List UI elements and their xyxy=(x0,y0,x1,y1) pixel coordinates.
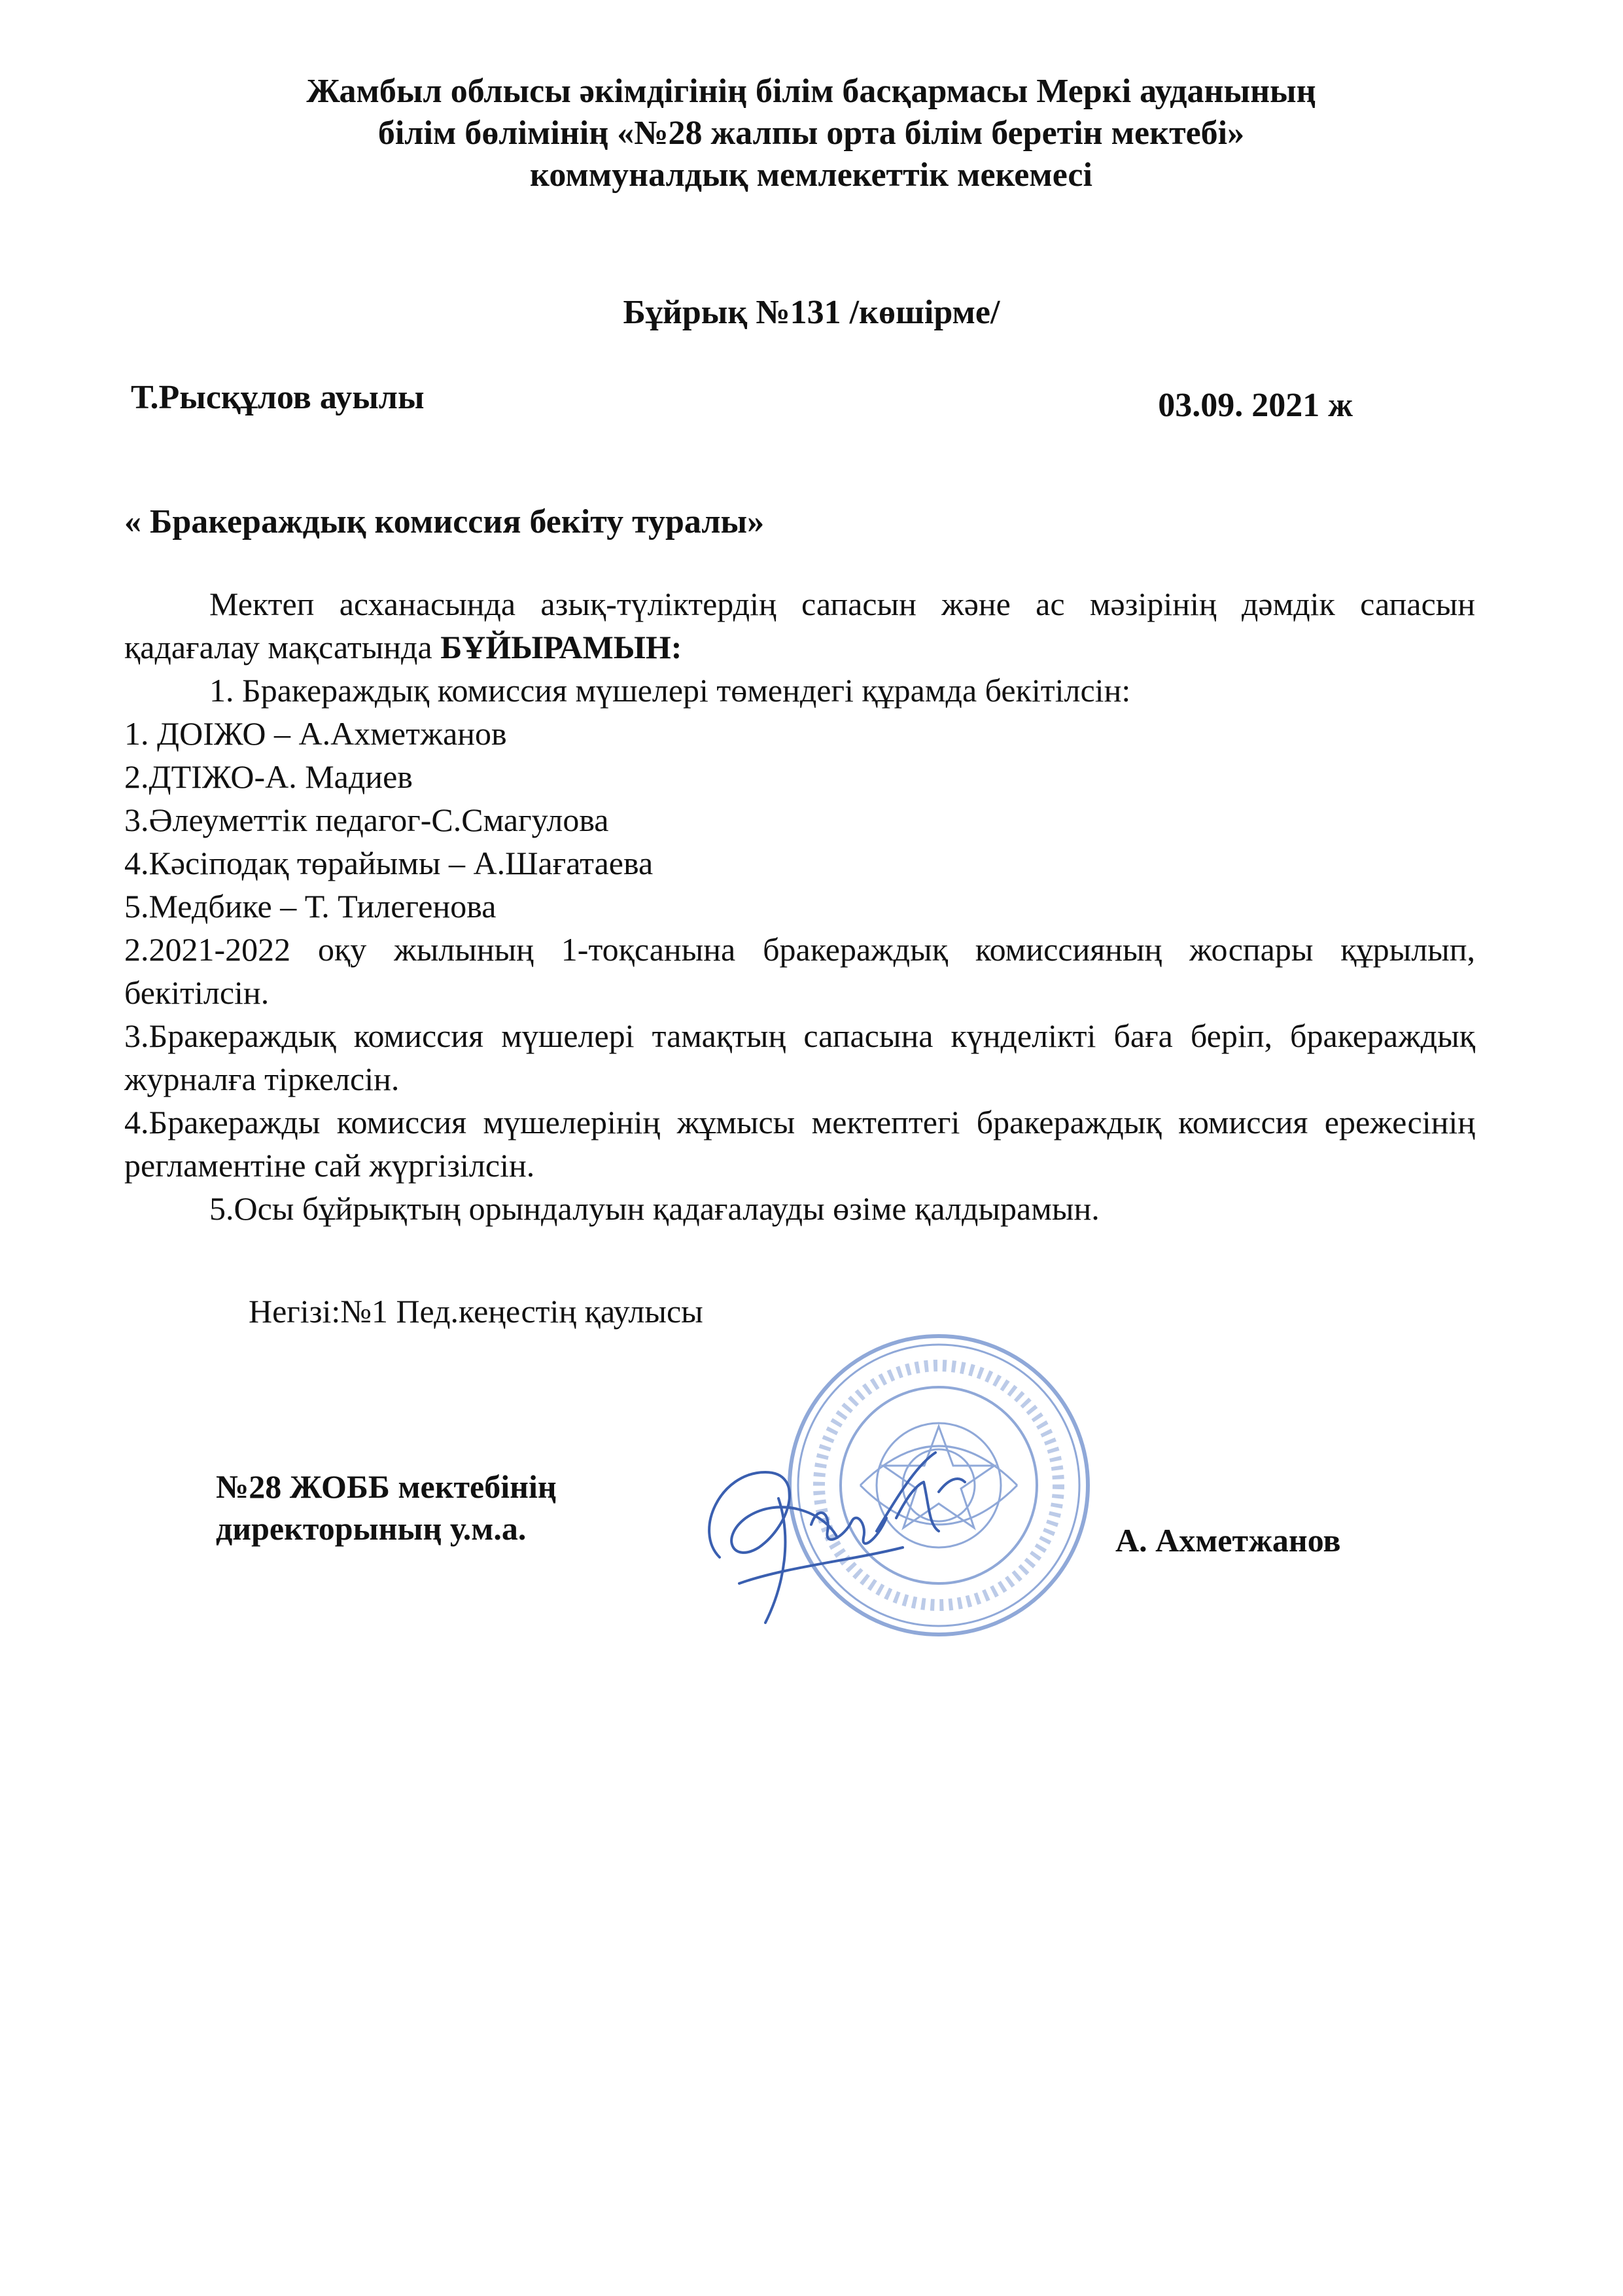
order-item-3: 3.Бракераждық комиссия мүшелері тамақтың сапасына күнделікті баға беріп, бракераждық журналға тіркелсін. xyxy=(124,1017,1475,1097)
header-line-2: білім бөлімінің «№28 жалпы орта білім беретін мектебі» xyxy=(377,115,1245,152)
header-line-1: Жамбыл облысы әкімдігінің білім басқармасы Меркі ауданының xyxy=(306,73,1316,110)
signatory-position-line-2: директорының у.м.а. xyxy=(216,1510,527,1547)
member-5: 5.Медбике – Т. Тилегенова xyxy=(124,888,497,925)
member-3: 3.Әлеуметтік педагог-С.Смагулова xyxy=(124,802,609,838)
order-item-4: 4.Бракеражды комиссия мүшелерінің жұмысы мектептегі бракераждық комиссия ережесінің регламентіне сай жүргізілсін. xyxy=(124,1104,1475,1184)
signatory-name: А. Ахметжанов xyxy=(1115,1522,1341,1559)
order-subject: « Бракераждық комиссия бекіту туралы» xyxy=(124,503,765,540)
order-title: Бұйрық №131 /көшірме/ xyxy=(623,294,1000,331)
signatory-position-line-1: №28 ЖОББ мектебінің xyxy=(216,1468,557,1505)
intro-paragraph xyxy=(124,582,1475,669)
signatory-position xyxy=(216,1466,557,1549)
member-2: 2.ДТІЖО-А. Мадиев xyxy=(124,758,413,795)
member-1: 1. ДОІЖО – А.Ахметжанов xyxy=(124,715,507,752)
order-item-2: 2.2021-2022 оқу жылының 1-тоқсанына бракераждық комиссияның жоспары құрылып, бекітілсін. xyxy=(124,931,1475,1011)
handwritten-signature xyxy=(680,1426,994,1642)
order-body xyxy=(124,582,1475,1230)
order-place: Т.Рысқұлов ауылы xyxy=(131,379,425,416)
intro-order-word: БҰЙЫРАМЫН: xyxy=(440,629,682,665)
order-item-1: 1. Бракераждық комиссия мүшелері төмендегі құрамда бекітілсін: xyxy=(209,672,1131,709)
order-date: 03.09. 2021 ж xyxy=(1158,387,1353,424)
order-basis: Негізі:№1 Пед.кеңестің қаулысы xyxy=(249,1293,703,1330)
organization-header xyxy=(196,71,1426,196)
intro-text: Мектеп асханасында азық-түліктердің сапасын және ас мәзірінің дәмдік сапасын қадағалау мақсатында xyxy=(124,586,1475,665)
order-item-5: 5.Осы бұйрықтың орындалуын қадағалауды өзіме қалдырамын. xyxy=(209,1190,1100,1227)
header-line-3: коммуналдық мемлекеттік мекемесі xyxy=(530,156,1092,194)
member-4: 4.Кәсіподақ төрайымы – А.Шағатаева xyxy=(124,845,654,881)
